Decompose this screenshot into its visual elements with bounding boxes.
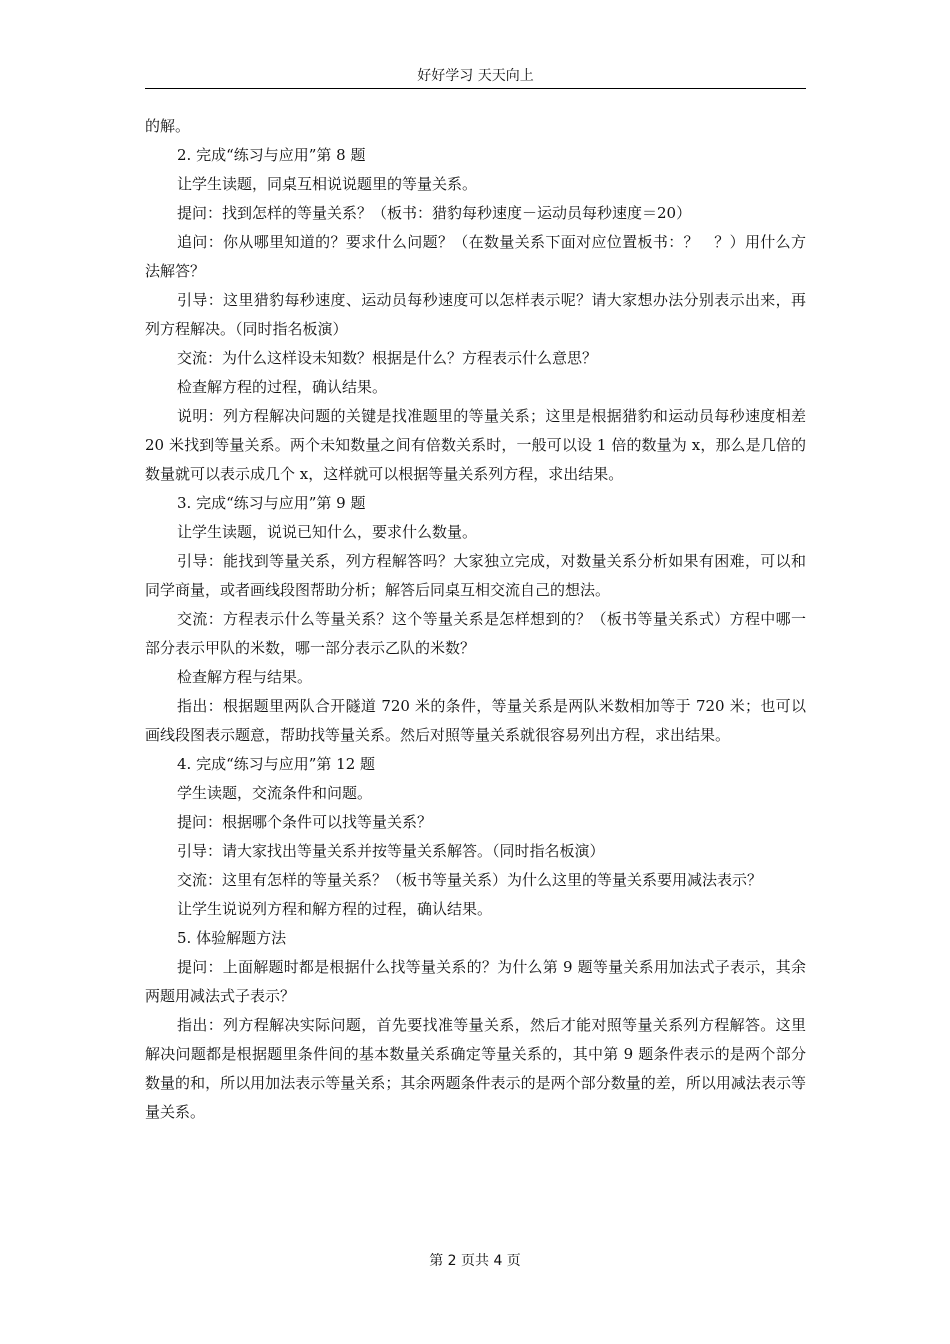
paragraph: 引导：能找到等量关系，列方程解答吗？大家独立完成，对数量关系分析如果有困难，可以和同学商量，或者画线段图帮助分析；解答后同桌互相交流自己的想法。 <box>145 552 806 599</box>
paragraph: 学生读题，交流条件和问题。 <box>177 784 373 802</box>
paragraph: 4. 完成“练习与应用”第 12 题 <box>177 755 376 773</box>
paragraph: 检查解方程与结果。 <box>177 668 313 686</box>
document-body <box>145 112 806 1127</box>
paragraph: 让学生读题，同桌互相说说题里的等量关系。 <box>177 175 478 193</box>
paragraph: 提问：根据哪个条件可以找等量关系？ <box>177 813 433 831</box>
paragraph: 让学生读题，说说已知什么，要求什么数量。 <box>177 523 478 541</box>
paragraph: 交流：方程表示什么等量关系？这个等量关系是怎样想到的？（板书等量关系式）方程中哪一部分表示甲队的米数，哪一部分表示乙队的米数？ <box>145 610 806 657</box>
paragraph: 让学生说说列方程和解方程的过程，确认结果。 <box>177 900 493 918</box>
paragraph: 交流：这里有怎样的等量关系？（板书等量关系）为什么这里的等量关系要用减法表示？ <box>177 871 763 889</box>
paragraph: 2. 完成“练习与应用”第 8 题 <box>177 146 366 164</box>
paragraph: 3. 完成“练习与应用”第 9 题 <box>177 494 366 512</box>
paragraph: 引导：这里猎豹每秒速度、运动员每秒速度可以怎样表示呢？请大家想办法分别表示出来，再列方程解决。（同时指名板演） <box>145 291 806 338</box>
paragraph: 交流：为什么这样设未知数？根据是什么？方程表示什么意思？ <box>177 349 598 367</box>
page-header: 好好学习 天天向上 <box>145 66 806 89</box>
paragraph: 引导：请大家找出等量关系并按等量关系解答。（同时指名板演） <box>177 842 605 860</box>
page-footer: 第 2 页共 4 页 <box>429 1253 521 1269</box>
paragraph: 指出：根据题里两队合开隧道 720 米的条件，等量关系是两队米数相加等于 720 米；也可以画线段图表示题意，帮助找等量关系。然后对照等量关系就很容易列出方程，求出结果。 <box>145 697 806 744</box>
paragraph: 提问：找到怎样的等量关系？（板书：猎豹每秒速度－运动员每秒速度＝20） <box>177 204 692 222</box>
paragraph: 说明：列方程解决问题的关键是找准题里的等量关系；这里是根据猎豹和运动员每秒速度相差 20 米找到等量关系。两个未知数量之间有倍数关系时，一般可以设 1 倍的数量为 x，那么是几倍的数量就可以表示成几个 x，这样就可以根据等量关系列方程，求出结果。 <box>145 407 806 483</box>
paragraph: 追问：你从哪里知道的？要求什么问题？（在数量关系下面对应位置板书：？ ？）用什么方法解答？ <box>145 233 806 280</box>
paragraph: 指出：列方程解决实际问题，首先要找准等量关系，然后才能对照等量关系列方程解答。这里解决问题都是根据题里条件间的基本数量关系确定等量关系的，其中第 9 题条件表示的是两个部分数量的和，所以用加法表示等量关系；其余两题条件表示的是两个部分数量的差，所以用减法表示等量关系。 <box>145 1016 806 1121</box>
paragraph: 检查解方程的过程，确认结果。 <box>177 378 388 396</box>
paragraph: 的解。 <box>145 117 191 135</box>
paragraph: 提问：上面解题时都是根据什么找等量关系的？为什么第 9 题等量关系用加法式子表示，其余两题用减法式子表示？ <box>145 958 806 1005</box>
paragraph: 5. 体验解题方法 <box>177 929 287 947</box>
